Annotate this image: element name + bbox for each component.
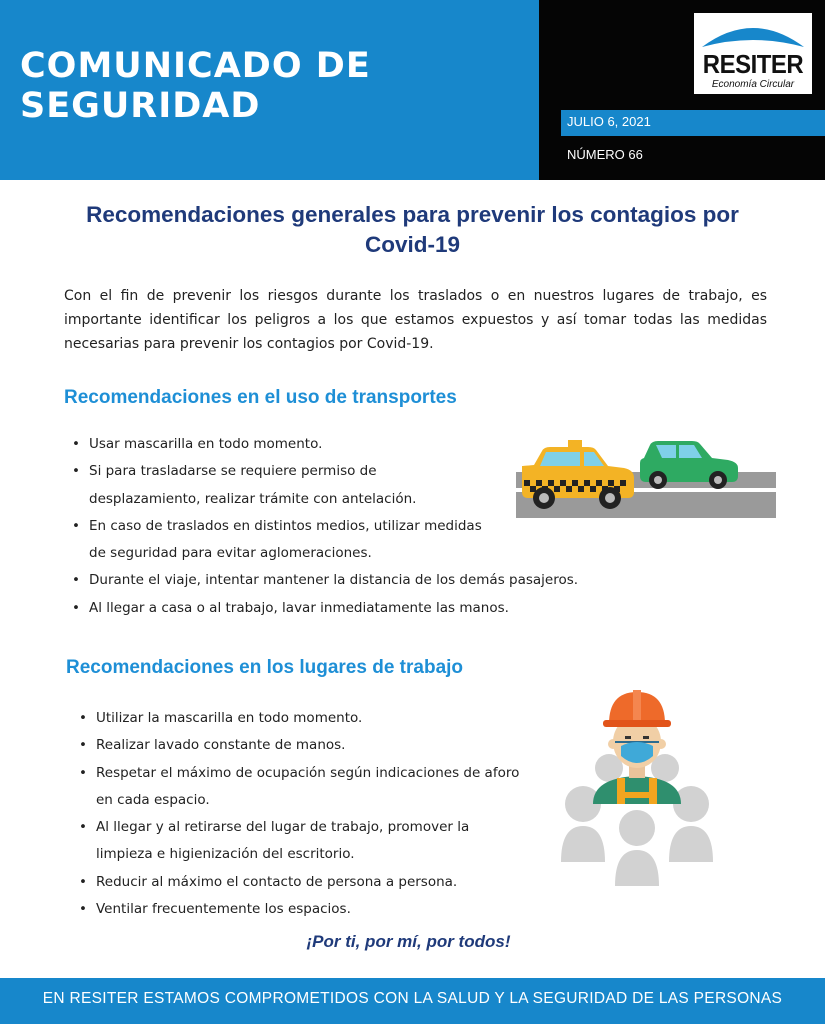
bullet-icon: •: [79, 819, 87, 836]
list-item-text: Respetar el máximo de ocupación según indicaciones de aforo: [96, 764, 520, 781]
bullet-icon: •: [79, 764, 87, 781]
bullet-icon: •: [79, 710, 87, 726]
intro-paragraph: Con el fin de prevenir los riesgos durante los traslados o en nuestros lugares de trabajo, es importante identificar los peligros a los que estamos expuestos y así tomar todas las medidas necesarias para prevenir los contagios por Covid-19.: [64, 288, 767, 352]
issue-number: NÚMERO 66: [567, 147, 643, 162]
page-title-line-1: COMUNICADO DE: [20, 46, 371, 86]
issue-date: JULIO 6, 2021: [567, 114, 651, 129]
bullet-icon: •: [79, 873, 87, 890]
list-item-text: Si para trasladarse se requiere permiso de: [89, 463, 377, 480]
section-heading-workplace: Recomendaciones en los lugares de trabajo: [66, 657, 464, 678]
logo-name: RESITER: [702, 49, 804, 79]
list-item-text: desplazamiento, realizar trámite con antelación.: [89, 490, 417, 507]
list-item: [79, 869, 546, 896]
list-item-text: de seguridad para evitar aglomeraciones.: [89, 545, 372, 562]
main-title: Recomendaciones generales para prevenir los contagios por Covid-19: [86, 202, 739, 257]
logo-tagline: Economía Circular: [711, 79, 795, 90]
bullet-icon: •: [72, 572, 80, 589]
list-item: [79, 760, 546, 815]
list-item-text: limpieza e higienización del escritorio.: [96, 846, 355, 863]
list-item: [72, 595, 609, 622]
list-item-text: Al llegar a casa o al trabajo, lavar inmediatamente las manos.: [89, 599, 509, 616]
slogan: [0, 932, 825, 952]
list-item-text: Utilizar la mascarilla en todo momento.: [96, 710, 363, 726]
bullet-icon: •: [72, 517, 80, 534]
list-item: [72, 567, 609, 594]
list-item-text: Realizar lavado constante de manos.: [96, 737, 346, 754]
resiter-logo: [694, 13, 812, 94]
list-item-text: Reducir al máximo el contacto de persona a persona.: [96, 873, 458, 890]
list-item-text: Usar mascarilla en todo momento.: [89, 436, 323, 452]
list-item: [79, 896, 546, 923]
workplace-recommendations-list: [79, 705, 546, 923]
page-title-line-2: SEGURIDAD: [20, 86, 261, 126]
bullet-icon: •: [79, 901, 87, 918]
list-item: [79, 705, 546, 732]
bullet-icon: •: [72, 436, 80, 452]
list-item-text: Ventilar frecuentemente los espacios.: [96, 901, 351, 918]
bullet-icon: •: [72, 599, 80, 616]
masked-worker-icon: [559, 686, 715, 888]
bullet-icon: •: [72, 463, 80, 480]
page-title: [20, 46, 520, 126]
list-item: [72, 458, 499, 513]
list-item-text: en cada espacio.: [96, 791, 210, 808]
bullet-icon: •: [79, 737, 87, 754]
list-item: [72, 513, 499, 568]
list-item: [79, 814, 546, 869]
list-item-text: Durante el viaje, intentar mantener la distancia de los demás pasajeros.: [89, 572, 579, 589]
list-item-text: En caso de traslados en distintos medios, utilizar medidas: [89, 517, 482, 534]
slogan-text: ¡Por ti, por mí, por todos!: [306, 932, 511, 951]
section-heading-transport: Recomendaciones en el uso de transportes: [64, 387, 457, 408]
list-item: [79, 732, 546, 759]
list-item-text: Al llegar y al retirarse del lugar de trabajo, promover la: [96, 819, 470, 836]
taxi-and-car-icon: [516, 436, 776, 522]
footer-text: EN RESITER ESTAMOS COMPROMETIDOS CON LA SALUD Y LA SEGURIDAD DE LAS PERSONAS: [42, 990, 783, 1007]
